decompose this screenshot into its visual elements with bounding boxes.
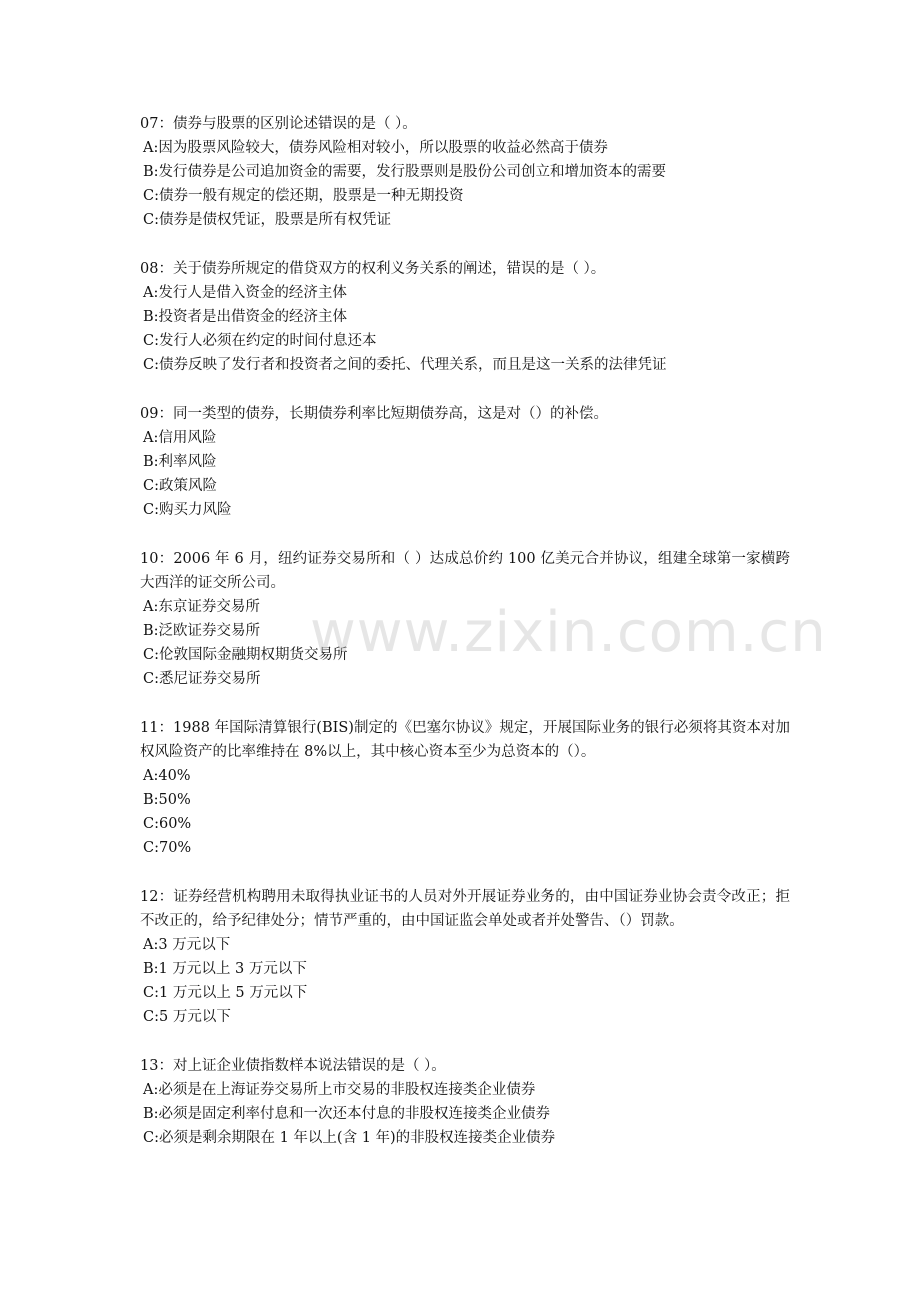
option-a: A:发行人是借入资金的经济主体 [143, 285, 347, 301]
question-11 [140, 716, 790, 860]
option-a: A:东京证券交易所 [143, 599, 260, 615]
question-09 [140, 402, 790, 522]
option-d: C:5 万元以下 [143, 1009, 231, 1025]
option-b: B:泛欧证券交易所 [143, 623, 261, 639]
question-07 [140, 112, 790, 232]
question-stem: 10：2006 年 6 月，纽约证券交易所和（ ）达成总价约 100 亿美元合并协议，组建全球第一家横跨大西洋的证交所公司。 [140, 551, 790, 591]
watermark: www.zixin.com.cn [310, 600, 827, 665]
option-b: B:发行债券是公司追加资金的需要，发行股票则是股份公司创立和增加资本的需要 [143, 164, 667, 180]
question-stem: 12：证券经营机构聘用未取得执业证书的人员对外开展证券业务的，由中国证券业协会责令改正；拒不改正的，给予纪律处分；情节严重的，由中国证监会单处或者并处警告、（）罚款。 [140, 889, 790, 929]
question-12 [140, 885, 790, 1029]
option-c: C:政策风险 [143, 478, 217, 494]
question-13 [140, 1054, 790, 1150]
question-08 [140, 257, 790, 377]
question-list [140, 112, 790, 1175]
question-10 [140, 547, 790, 691]
option-a: A:信用风险 [143, 430, 217, 446]
option-b: B:投资者是出借资金的经济主体 [143, 309, 348, 325]
option-b: B:必须是固定利率付息和一次还本付息的非股权连接类企业债券 [143, 1106, 551, 1122]
option-d: C:70% [143, 840, 192, 856]
question-stem: 13：对上证企业债指数样本说法错误的是（ ）。 [140, 1058, 446, 1074]
option-d: C:债券是债权凭证，股票是所有权凭证 [143, 212, 391, 228]
option-b: B:利率风险 [143, 454, 217, 470]
option-b: B:50% [143, 792, 191, 808]
option-d: C:悉尼证券交易所 [143, 671, 261, 687]
option-b: B:1 万元以上 3 万元以下 [143, 961, 307, 977]
question-stem: 07：债券与股票的区别论述错误的是（ ）。 [140, 116, 417, 132]
option-a: A:40% [143, 768, 191, 784]
option-d: C:债券反映了发行者和投资者之间的委托、代理关系，而且是这一关系的法律凭证 [143, 357, 667, 373]
option-c: C:伦敦国际金融期权期货交易所 [143, 647, 348, 663]
option-c: C:债券一般有规定的偿还期，股票是一种无期投资 [143, 188, 464, 204]
question-stem: 11：1988 年国际清算银行(BIS)制定的《巴塞尔协议》规定，开展国际业务的银行必须将其资本对加权风险资产的比率维持在 8%以上，其中核心资本至少为总资本的（）。 [140, 720, 790, 760]
option-d: C:购买力风险 [143, 502, 232, 518]
option-c: C:必须是剩余期限在 1 年以上(含 1 年)的非股权连接类企业债券 [143, 1130, 556, 1146]
option-c: C:1 万元以上 5 万元以下 [143, 985, 308, 1001]
option-a: A:3 万元以下 [143, 937, 231, 953]
option-c: C:60% [143, 816, 192, 832]
question-stem: 09：同一类型的债券，长期债券利率比短期债券高，这是对（）的补偿。 [140, 406, 608, 422]
option-c: C:发行人必须在约定的时间付息还本 [143, 333, 377, 349]
question-stem: 08：关于债券所规定的借贷双方的权利义务关系的阐述，错误的是（ ）。 [140, 261, 606, 277]
option-a: A:因为股票风险较大，债券风险相对较小，所以股票的收益必然高于债券 [143, 140, 608, 156]
option-a: A:必须是在上海证券交易所上市交易的非股权连接类企业债券 [143, 1082, 536, 1098]
